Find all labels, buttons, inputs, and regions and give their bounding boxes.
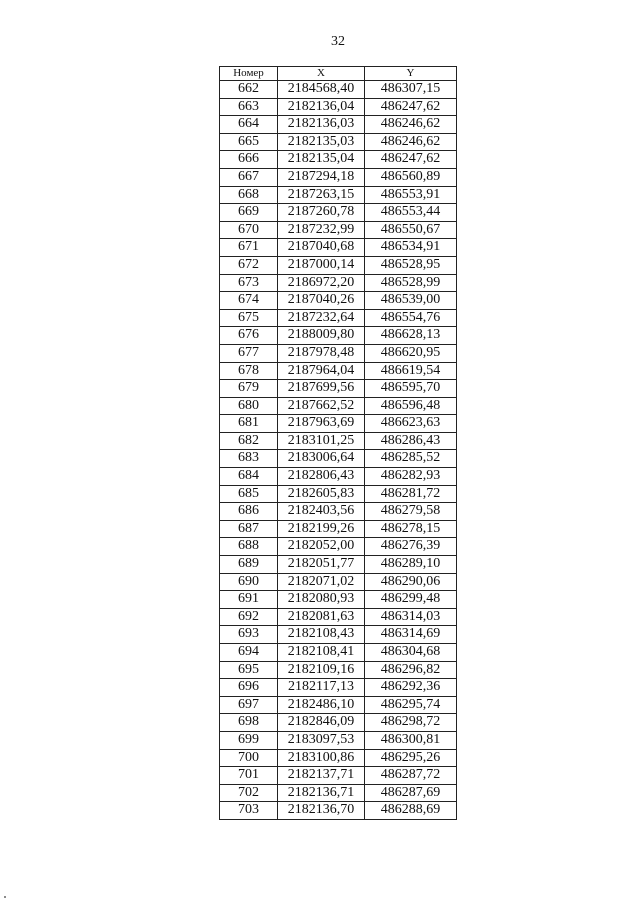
table-row xyxy=(220,292,457,310)
cell-x: 2182081,63 xyxy=(278,608,365,626)
cell-y: 486314,03 xyxy=(365,608,457,626)
cell-x: 2182403,56 xyxy=(278,503,365,521)
cell-x: 2187263,15 xyxy=(278,186,365,204)
column-header-y: Y xyxy=(365,67,457,81)
cell-y: 486289,10 xyxy=(365,556,457,574)
cell-x: 2182135,03 xyxy=(278,133,365,151)
cell-number: 701 xyxy=(220,767,278,785)
cell-number: 673 xyxy=(220,274,278,292)
cell-y: 486282,93 xyxy=(365,468,457,486)
cell-y: 486553,44 xyxy=(365,204,457,222)
cell-y: 486528,95 xyxy=(365,256,457,274)
cell-x: 2182136,03 xyxy=(278,116,365,134)
cell-number: 669 xyxy=(220,204,278,222)
table-row xyxy=(220,749,457,767)
table-row xyxy=(220,450,457,468)
cell-y: 486554,76 xyxy=(365,309,457,327)
cell-x: 2183101,25 xyxy=(278,432,365,450)
table-row xyxy=(220,468,457,486)
cell-y: 486298,72 xyxy=(365,714,457,732)
cell-y: 486246,62 xyxy=(365,116,457,134)
cell-y: 486286,43 xyxy=(365,432,457,450)
cell-x: 2182846,09 xyxy=(278,714,365,732)
cell-y: 486281,72 xyxy=(365,485,457,503)
cell-number: 667 xyxy=(220,168,278,186)
cell-number: 694 xyxy=(220,644,278,662)
cell-y: 486619,54 xyxy=(365,362,457,380)
cell-number: 678 xyxy=(220,362,278,380)
cell-number: 686 xyxy=(220,503,278,521)
cell-x: 2182806,43 xyxy=(278,468,365,486)
table-row xyxy=(220,784,457,802)
cell-y: 486304,68 xyxy=(365,644,457,662)
cell-x: 2182117,13 xyxy=(278,679,365,697)
table-row xyxy=(220,133,457,151)
table-row xyxy=(220,731,457,749)
cell-x: 2183100,86 xyxy=(278,749,365,767)
cell-number: 696 xyxy=(220,679,278,697)
cell-x: 2187232,64 xyxy=(278,309,365,327)
cell-y: 486247,62 xyxy=(365,151,457,169)
cell-x: 2187699,56 xyxy=(278,380,365,398)
cell-x: 2182137,71 xyxy=(278,767,365,785)
table-row xyxy=(220,397,457,415)
cell-x: 2187000,14 xyxy=(278,256,365,274)
table-row xyxy=(220,151,457,169)
cell-number: 693 xyxy=(220,626,278,644)
cell-number: 683 xyxy=(220,450,278,468)
cell-x: 2182109,16 xyxy=(278,661,365,679)
cell-number: 703 xyxy=(220,802,278,820)
table-row xyxy=(220,98,457,116)
cell-number: 679 xyxy=(220,380,278,398)
cell-number: 685 xyxy=(220,485,278,503)
cell-y: 486288,69 xyxy=(365,802,457,820)
cell-y: 486314,69 xyxy=(365,626,457,644)
table-row xyxy=(220,274,457,292)
cell-x: 2187260,78 xyxy=(278,204,365,222)
table-row xyxy=(220,309,457,327)
table-row xyxy=(220,802,457,820)
cell-number: 702 xyxy=(220,784,278,802)
cell-y: 486279,58 xyxy=(365,503,457,521)
table-row xyxy=(220,344,457,362)
cell-x: 2187662,52 xyxy=(278,397,365,415)
table-header-row xyxy=(220,67,457,81)
cell-number: 691 xyxy=(220,591,278,609)
cell-number: 666 xyxy=(220,151,278,169)
cell-y: 486287,69 xyxy=(365,784,457,802)
cell-y: 486292,36 xyxy=(365,679,457,697)
scan-speck xyxy=(4,896,6,898)
table-row xyxy=(220,116,457,134)
cell-y: 486296,82 xyxy=(365,661,457,679)
cell-number: 664 xyxy=(220,116,278,134)
cell-number: 671 xyxy=(220,239,278,257)
cell-number: 690 xyxy=(220,573,278,591)
table-row xyxy=(220,362,457,380)
cell-x: 2187232,99 xyxy=(278,221,365,239)
column-header-number: Номер xyxy=(220,67,278,81)
table-row xyxy=(220,573,457,591)
column-header-x: X xyxy=(278,67,365,81)
table-row xyxy=(220,714,457,732)
cell-y: 486278,15 xyxy=(365,520,457,538)
table-row xyxy=(220,81,457,99)
cell-number: 668 xyxy=(220,186,278,204)
table-row xyxy=(220,696,457,714)
table-row xyxy=(220,644,457,662)
table-row xyxy=(220,380,457,398)
cell-y: 486595,70 xyxy=(365,380,457,398)
cell-y: 486560,89 xyxy=(365,168,457,186)
cell-x: 2187040,26 xyxy=(278,292,365,310)
table-row xyxy=(220,591,457,609)
table-row xyxy=(220,415,457,433)
table-row xyxy=(220,520,457,538)
cell-x: 2186972,20 xyxy=(278,274,365,292)
cell-number: 663 xyxy=(220,98,278,116)
cell-number: 676 xyxy=(220,327,278,345)
cell-y: 486539,00 xyxy=(365,292,457,310)
cell-number: 695 xyxy=(220,661,278,679)
cell-y: 486620,95 xyxy=(365,344,457,362)
cell-y: 486246,62 xyxy=(365,133,457,151)
table-row xyxy=(220,679,457,697)
cell-y: 486285,52 xyxy=(365,450,457,468)
cell-x: 2182108,41 xyxy=(278,644,365,662)
table-row xyxy=(220,239,457,257)
cell-number: 674 xyxy=(220,292,278,310)
cell-x: 2188009,80 xyxy=(278,327,365,345)
cell-x: 2182051,77 xyxy=(278,556,365,574)
cell-y: 486623,63 xyxy=(365,415,457,433)
cell-x: 2187978,48 xyxy=(278,344,365,362)
cell-y: 486295,74 xyxy=(365,696,457,714)
cell-x: 2182071,02 xyxy=(278,573,365,591)
cell-number: 665 xyxy=(220,133,278,151)
cell-y: 486287,72 xyxy=(365,767,457,785)
cell-number: 672 xyxy=(220,256,278,274)
cell-x: 2187963,69 xyxy=(278,415,365,433)
cell-x: 2182486,10 xyxy=(278,696,365,714)
cell-x: 2182136,04 xyxy=(278,98,365,116)
cell-y: 486247,62 xyxy=(365,98,457,116)
cell-x: 2182108,43 xyxy=(278,626,365,644)
cell-x: 2187964,04 xyxy=(278,362,365,380)
cell-y: 486290,06 xyxy=(365,573,457,591)
table-body xyxy=(220,81,457,820)
table-row xyxy=(220,503,457,521)
table-row xyxy=(220,256,457,274)
cell-x: 2182605,83 xyxy=(278,485,365,503)
cell-y: 486534,91 xyxy=(365,239,457,257)
cell-number: 698 xyxy=(220,714,278,732)
cell-y: 486628,13 xyxy=(365,327,457,345)
table-row xyxy=(220,556,457,574)
table-row xyxy=(220,204,457,222)
cell-y: 486553,91 xyxy=(365,186,457,204)
cell-x: 2182135,04 xyxy=(278,151,365,169)
table-row xyxy=(220,327,457,345)
cell-x: 2182052,00 xyxy=(278,538,365,556)
cell-x: 2187040,68 xyxy=(278,239,365,257)
cell-number: 662 xyxy=(220,81,278,99)
cell-number: 684 xyxy=(220,468,278,486)
cell-y: 486307,15 xyxy=(365,81,457,99)
cell-x: 2182136,71 xyxy=(278,784,365,802)
table-row xyxy=(220,767,457,785)
table-row xyxy=(220,168,457,186)
cell-number: 700 xyxy=(220,749,278,767)
cell-x: 2183006,64 xyxy=(278,450,365,468)
cell-number: 680 xyxy=(220,397,278,415)
table-row xyxy=(220,661,457,679)
table-row xyxy=(220,608,457,626)
cell-number: 670 xyxy=(220,221,278,239)
page-number: 32 xyxy=(331,34,345,49)
cell-y: 486276,39 xyxy=(365,538,457,556)
cell-number: 677 xyxy=(220,344,278,362)
cell-number: 692 xyxy=(220,608,278,626)
cell-number: 697 xyxy=(220,696,278,714)
cell-y: 486299,48 xyxy=(365,591,457,609)
cell-x: 2183097,53 xyxy=(278,731,365,749)
cell-x: 2184568,40 xyxy=(278,81,365,99)
cell-y: 486596,48 xyxy=(365,397,457,415)
cell-number: 675 xyxy=(220,309,278,327)
table-row xyxy=(220,221,457,239)
table-row xyxy=(220,186,457,204)
coordinates-table xyxy=(219,66,457,820)
cell-number: 699 xyxy=(220,731,278,749)
cell-x: 2182199,26 xyxy=(278,520,365,538)
cell-x: 2187294,18 xyxy=(278,168,365,186)
cell-y: 486295,26 xyxy=(365,749,457,767)
table-row xyxy=(220,432,457,450)
cell-y: 486300,81 xyxy=(365,731,457,749)
cell-x: 2182080,93 xyxy=(278,591,365,609)
cell-number: 687 xyxy=(220,520,278,538)
table-row xyxy=(220,626,457,644)
cell-number: 682 xyxy=(220,432,278,450)
cell-x: 2182136,70 xyxy=(278,802,365,820)
cell-number: 681 xyxy=(220,415,278,433)
cell-y: 486550,67 xyxy=(365,221,457,239)
cell-number: 688 xyxy=(220,538,278,556)
table-row xyxy=(220,485,457,503)
cell-y: 486528,99 xyxy=(365,274,457,292)
cell-number: 689 xyxy=(220,556,278,574)
table-row xyxy=(220,538,457,556)
